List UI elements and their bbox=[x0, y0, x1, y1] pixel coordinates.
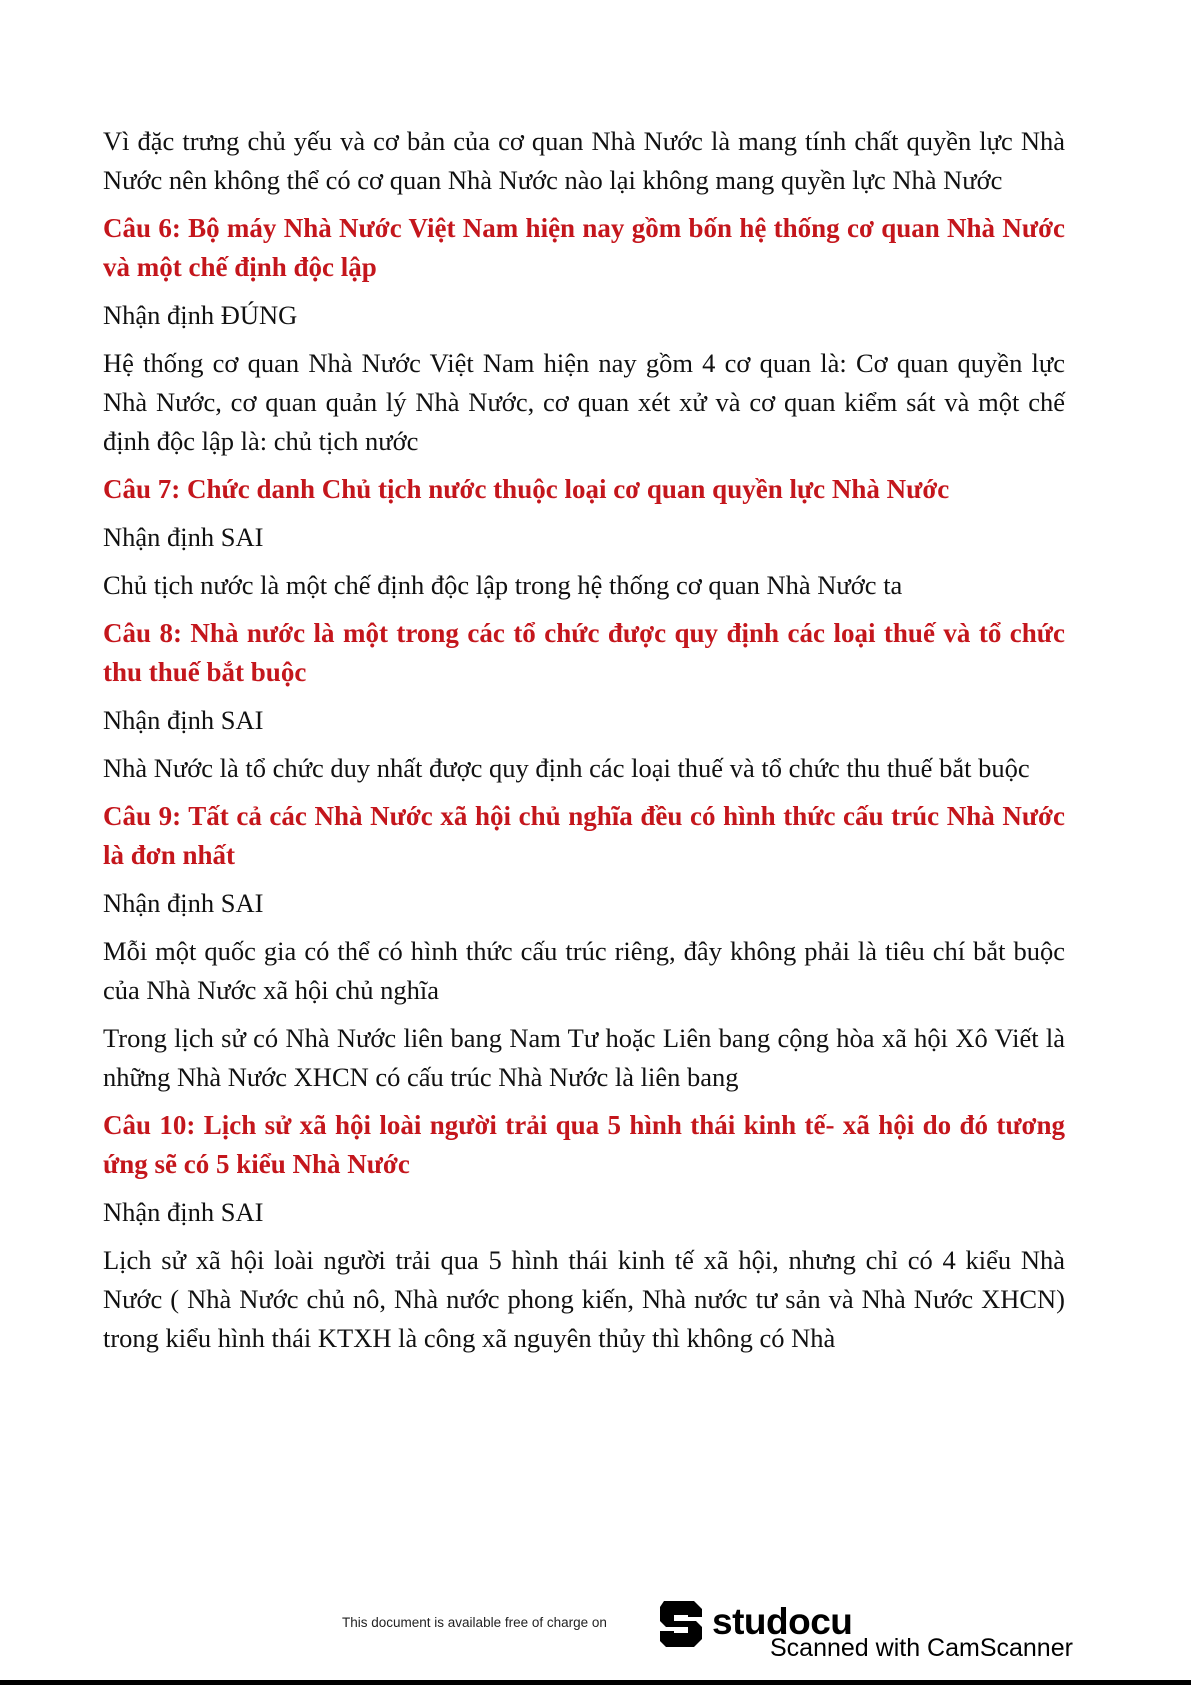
explanation-paragraph: Lịch sử xã hội loài người trải qua 5 hình thái kinh tế xã hội, nhưng chỉ có 4 kiểu Nhà Nước ( Nhà Nước chủ nô, Nhà nước phong kiến, Nhà nước tư sản và Nhà Nước XHCN) trong kiểu hình thái KTXH là công xã nguyên thủy thì không có Nhà bbox=[103, 1245, 1065, 1353]
question-block-7 bbox=[103, 470, 1065, 605]
verdict-text: Nhận định SAI bbox=[103, 705, 264, 735]
question-block-10 bbox=[103, 1106, 1065, 1358]
document-body bbox=[103, 122, 1065, 1367]
explanation-paragraph: Hệ thống cơ quan Nhà Nước Việt Nam hiện nay gồm 4 cơ quan là: Cơ quan quyền lực Nhà Nước, cơ quan quản lý Nhà Nước, cơ quan xét xử và cơ quan kiểm sát và một chế định độc lập là: chủ tịch nước bbox=[103, 348, 1065, 456]
bottom-divider bbox=[0, 1680, 1191, 1685]
intro-paragraph: Vì đặc trưng chủ yếu và cơ bản của cơ quan Nhà Nước là mang tính chất quyền lực Nhà Nước nên không thể có cơ quan Nhà Nước nào lại không mang quyền lực Nhà Nước bbox=[103, 126, 1065, 195]
question-title: Câu 9: Tất cả các Nhà Nước xã hội chủ nghĩa đều có hình thức cấu trúc Nhà Nước là đơn nhất bbox=[103, 801, 1065, 870]
studocu-wordmark: studocu bbox=[712, 1601, 853, 1642]
verdict-text: Nhận định SAI bbox=[103, 1197, 264, 1227]
question-title: Câu 7: Chức danh Chủ tịch nước thuộc loại cơ quan quyền lực Nhà Nước bbox=[103, 474, 950, 504]
studocu-logo-icon bbox=[658, 1597, 706, 1647]
verdict-text: Nhận định SAI bbox=[103, 522, 264, 552]
verdict-text: Nhận định ĐÚNG bbox=[103, 300, 298, 330]
question-title: Câu 10: Lịch sử xã hội loài người trải qua 5 hình thái kinh tế- xã hội do đó tương ứng sẽ có 5 kiểu Nhà Nước bbox=[103, 1110, 1065, 1179]
question-block-9 bbox=[103, 797, 1065, 1097]
camscanner-watermark: Scanned with CamScanner bbox=[770, 1634, 1073, 1662]
explanation-paragraph: Nhà Nước là tổ chức duy nhất được quy định các loại thuế và tổ chức thu thuế bắt buộc bbox=[103, 753, 1030, 783]
explanation-paragraph: Trong lịch sử có Nhà Nước liên bang Nam Tư hoặc Liên bang cộng hòa xã hội Xô Viết là những Nhà Nước XHCN có cấu trúc Nhà Nước là liên bang bbox=[103, 1023, 1065, 1092]
availability-note: This document is available free of charge on bbox=[342, 1615, 607, 1630]
question-title: Câu 8: Nhà nước là một trong các tổ chức được quy định các loại thuế và tổ chức thu thuế bắt buộc bbox=[103, 618, 1065, 687]
explanation-paragraph: Chủ tịch nước là một chế định độc lập trong hệ thống cơ quan Nhà Nước ta bbox=[103, 570, 903, 600]
question-block-8 bbox=[103, 614, 1065, 788]
explanation-paragraph: Mỗi một quốc gia có thể có hình thức cấu trúc riêng, đây không phải là tiêu chí bắt buộc của Nhà Nước xã hội chủ nghĩa bbox=[103, 936, 1065, 1005]
question-block-6 bbox=[103, 209, 1065, 461]
question-title: Câu 6: Bộ máy Nhà Nước Việt Nam hiện nay gồm bốn hệ thống cơ quan Nhà Nước và một chế định độc lập bbox=[103, 213, 1065, 282]
verdict-text: Nhận định SAI bbox=[103, 888, 264, 918]
